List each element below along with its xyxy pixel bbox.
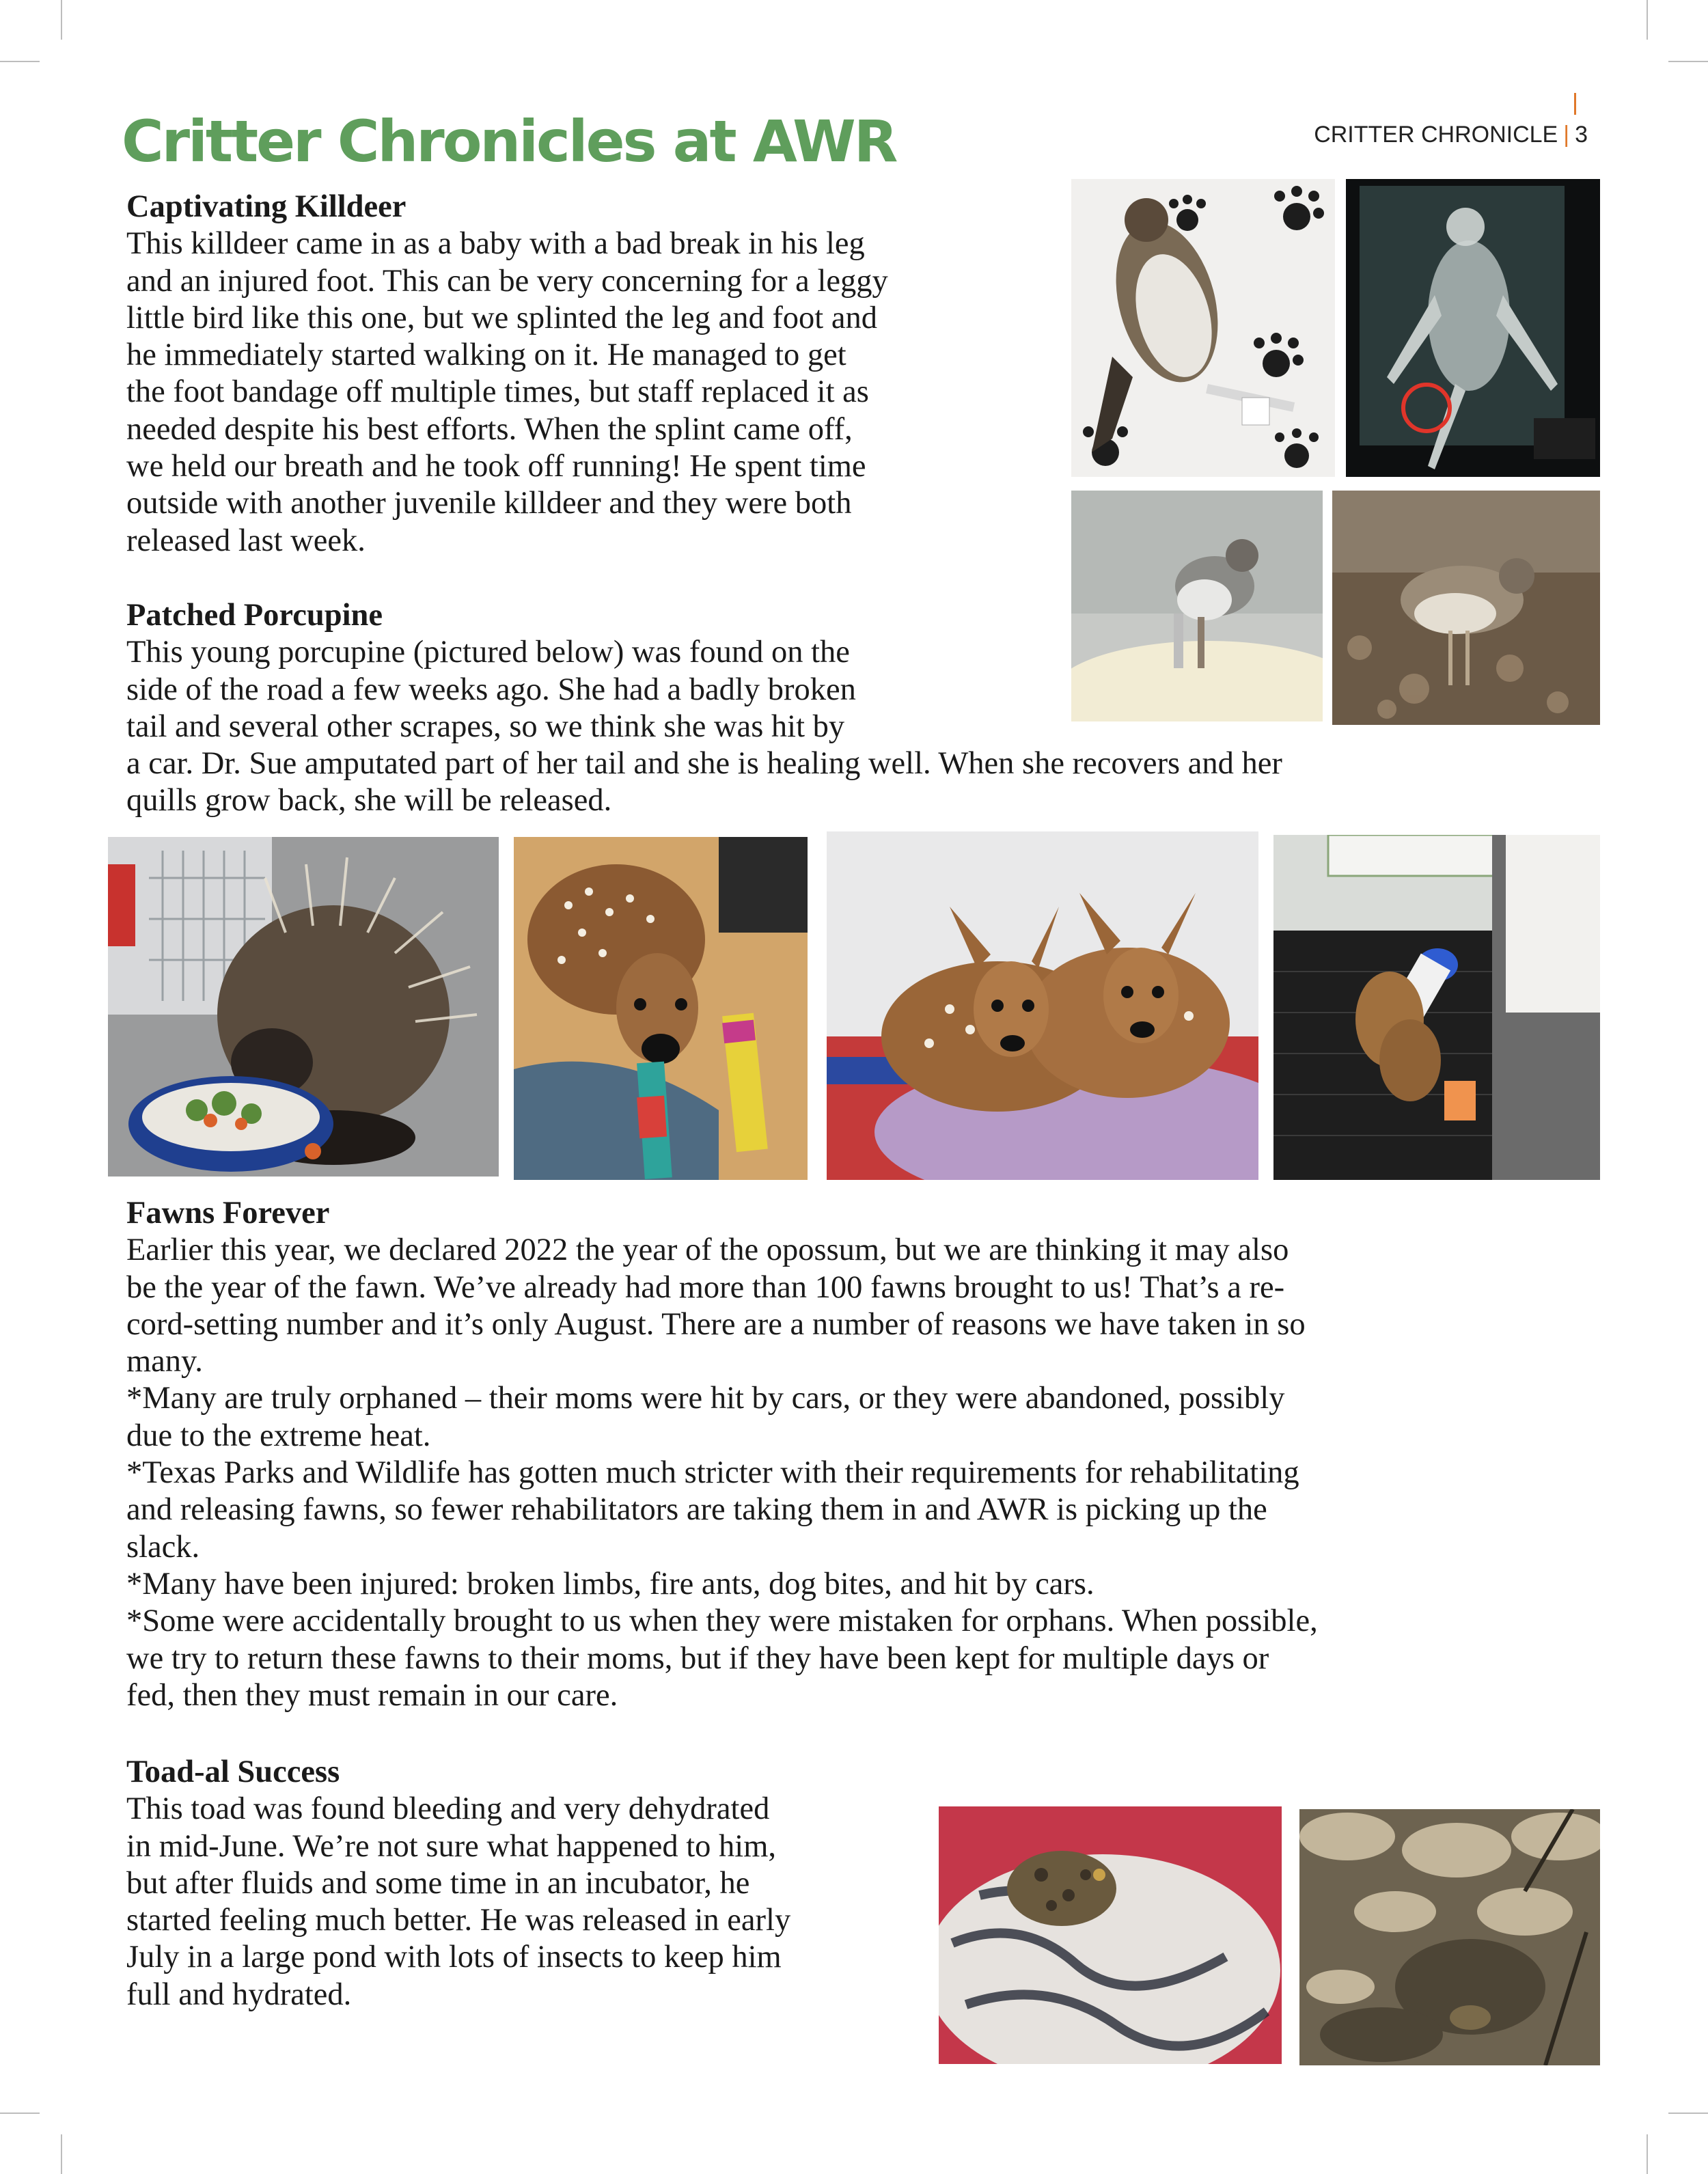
- killdeer-xray-photo: [1346, 179, 1600, 477]
- body-line: This toad was found bleeding and very dehydrated: [126, 1791, 770, 1827]
- crop-mark: [0, 2113, 40, 2114]
- body-line: *Many are truly orphaned – their moms were hit by cars, or they were abandoned, possibly: [126, 1381, 1285, 1416]
- body-line: a car. Dr. Sue amputated part of her tail and she is healing well. When she recovers and her: [126, 746, 1282, 782]
- killdeer-splint-photo: [1071, 179, 1335, 477]
- crop-mark: [61, 2134, 62, 2174]
- toad-pond-photo: [1299, 1809, 1600, 2065]
- body-line: This killdeer came in as a baby with a bad break in his leg: [126, 226, 865, 262]
- body-line: but after fluids and some time in an incubator, he: [126, 1865, 750, 1901]
- killdeer-outdoor-photo: [1332, 491, 1600, 725]
- body-line: full and hydrated.: [126, 1977, 352, 2012]
- body-line: we try to return these fawns to their moms, but if they have been kept for multiple days or: [126, 1640, 1269, 1676]
- body-line: the foot bandage off multiple times, but staff replaced it as: [126, 374, 869, 410]
- section-heading: Patched Porcupine: [126, 598, 383, 633]
- body-line: July in a large pond with lots of insects to keep him: [126, 1940, 782, 1975]
- body-line: in mid-June. We’re not sure what happened to him,: [126, 1828, 777, 1864]
- body-line: cord-setting number and it’s only August. There are a number of reasons we have taken in so: [126, 1306, 1306, 1342]
- header-accent-rule: [1574, 93, 1576, 115]
- body-line: tail and several other scrapes, so we think she was hit by: [126, 708, 845, 744]
- body-line: little bird like this one, but we splinted the leg and foot and: [126, 300, 877, 335]
- running-header: [1314, 122, 1588, 148]
- page-number: 3: [1575, 122, 1588, 148]
- toad-section: [126, 1754, 790, 2013]
- body-line: *Many have been injured: broken limbs, fire ants, dog bites, and hit by cars.: [126, 1566, 1094, 1601]
- page-title: Critter Chronicles at AWR: [122, 108, 896, 175]
- body-line: needed despite his best efforts. When the splint came off,: [126, 411, 853, 447]
- crop-mark: [61, 0, 62, 40]
- section-heading: Toad-al Success: [126, 1755, 340, 1789]
- newsletter-name: CRITTER CHRONICLE: [1314, 122, 1558, 148]
- body-line: quills grow back, she will be released.: [126, 783, 612, 818]
- body-line: we held our breath and he took off running! He spent time: [126, 449, 866, 484]
- body-line: This young porcupine (pictured below) was found on the: [126, 635, 850, 670]
- body-line: be the year of the fawn. We’ve already had more than 100 fawns brought to us! That’s a re-: [126, 1269, 1285, 1305]
- section-heading: Captivating Killdeer: [126, 189, 407, 224]
- crop-mark: [1647, 0, 1648, 40]
- porcupine-photo: [108, 837, 499, 1177]
- crop-mark: [1668, 2113, 1708, 2114]
- fawns-section: [126, 1195, 1318, 1714]
- fawn-leg-casts-photo: [514, 837, 808, 1180]
- body-line: fed, then they must remain in our care.: [126, 1677, 618, 1713]
- toad-blanket-photo: [939, 1806, 1282, 2064]
- body-line: side of the road a few weeks ago. She had a badly broken: [126, 672, 856, 707]
- body-line: released last week.: [126, 523, 366, 558]
- killdeer-towel-photo: [1071, 491, 1323, 721]
- body-line: and releasing fawns, so fewer rehabilitators are taking them in and AWR is picking up the: [126, 1492, 1267, 1528]
- body-line: started feeling much better. He was released in early: [126, 1903, 791, 1938]
- body-line: *Texas Parks and Wildlife has gotten much stricter with their requirements for rehabilitating: [126, 1455, 1299, 1491]
- body-line: Earlier this year, we declared 2022 the year of the opossum, but we are thinking it may also: [126, 1233, 1289, 1268]
- body-line: due to the extreme heat.: [126, 1418, 431, 1453]
- body-line: many.: [126, 1344, 203, 1379]
- body-line: slack.: [126, 1529, 200, 1565]
- body-line: *Some were accidentally brought to us when they were mistaken for orphans. When possible,: [126, 1604, 1318, 1639]
- two-fawns-photo: [827, 831, 1258, 1180]
- section-heading: Fawns Forever: [126, 1196, 330, 1230]
- killdeer-section: [126, 189, 888, 560]
- body-line: and an injured foot. This can be very concerning for a leggy: [126, 263, 888, 299]
- body-line: he immediately started walking on it. He managed to get: [126, 338, 846, 373]
- crop-mark: [1668, 61, 1708, 62]
- body-line: outside with another juvenile killdeer and they were both: [126, 486, 852, 521]
- header-separator: |: [1563, 122, 1570, 148]
- feeding-fawns-photo: [1273, 835, 1600, 1180]
- crop-mark: [1647, 2134, 1648, 2174]
- crop-mark: [0, 61, 40, 62]
